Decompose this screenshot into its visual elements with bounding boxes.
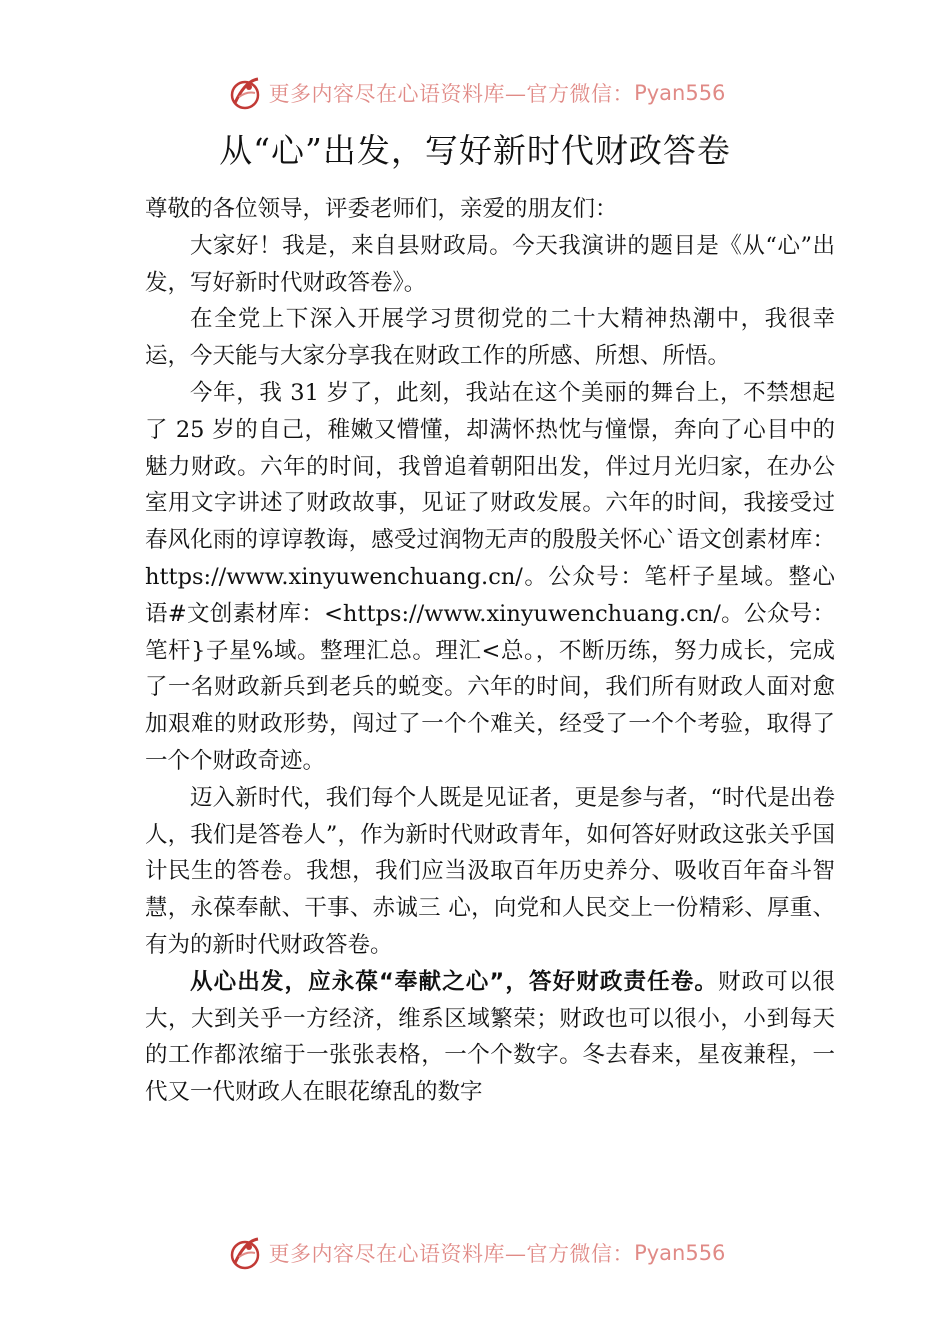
paragraph-section-dedication: [145, 964, 835, 1111]
paragraph-six-years: 今年，我 31 岁了，此刻，我站在这个美丽的舞台上，不禁想起了 25 岁的自己，稚嫩又懵懂，却满怀热忱与憧憬，奔向了心目中的魅力财政。六年的时间，我曾追着朝阳出发，伴过月光归家，在办公室用文字讲述了财政故事，见证了财政发展。六年的时间，我接受过春风化雨的谆谆教诲，感受过润物无声的殷殷关怀心`语文创素材库：https://www.xinyuwenchuang.cn/。公众号：笔杆子星域。整心语#文创素材库：<https://www.xinyuwenchuang.cn/。公众号：笔杆}子星%域。整理汇总。理汇<总。，不断历练，努力成长，完成了一名财政新兵到老兵的蜕变。六年的时间，我们所有财政人面对愈加艰难的财政形势，闯过了一个个难关，经受了一个个考验，取得了一个个财政奇迹。: [145, 379, 835, 774]
lotus-logo-icon: [225, 1233, 265, 1273]
header-watermark: [0, 70, 950, 116]
watermark-text: 更多内容尽在心语资料库—官方微信：: [268, 82, 635, 106]
document-body: [145, 191, 835, 1111]
paragraph-intro: 在全党上下深入开展学习贯彻党的二十大精神热潮中，我很幸运，今天能与大家分享我在财政工作的所感、所想、所悟。: [145, 306, 835, 370]
document-title: 从“心”出发，写好新时代财政答卷: [219, 131, 731, 170]
footer-watermark: [0, 1230, 950, 1276]
salutation: 尊敬的各位领导，评委老师们，亲爱的朋友们：: [145, 196, 618, 222]
section-lead: 从心出发，应永葆“奉献之心”，答好财政责任卷。: [190, 968, 718, 995]
watermark-text: 更多内容尽在心语资料库—官方微信：: [268, 1242, 635, 1266]
watermark-wechat-id: Pyan556: [634, 81, 726, 105]
paragraph-new-era: 迈入新时代，我们每个人既是见证者，更是参与者，“时代是出卷人，我们是答卷人”，作为新时代财政青年，如何答好财政这张关乎国计民生的答卷。我想，我们应当汲取百年历史养分、吸收百年奋斗智慧，永葆奉献、干事、赤诚三 心，向党和人民交上一份精彩、厚重、有为的新时代财政答卷。: [145, 784, 835, 958]
watermark-wechat-id: Pyan556: [634, 1241, 726, 1265]
paragraph-greeting: 大家好！我是，来自县财政局。今天我演讲的题目是《从“心”出发，写好新时代财政答卷》。: [145, 232, 835, 296]
section-text: 财政可以很大，大到关乎一方经济，维系区域繁荣；财政也可以很小，小到每天的工作都浓缩于一张张表格，一个个数字。冬去春来，星夜兼程，一代又一代财政人在眼花缭乱的数字: [145, 968, 835, 1106]
lotus-logo-icon: [225, 73, 265, 113]
